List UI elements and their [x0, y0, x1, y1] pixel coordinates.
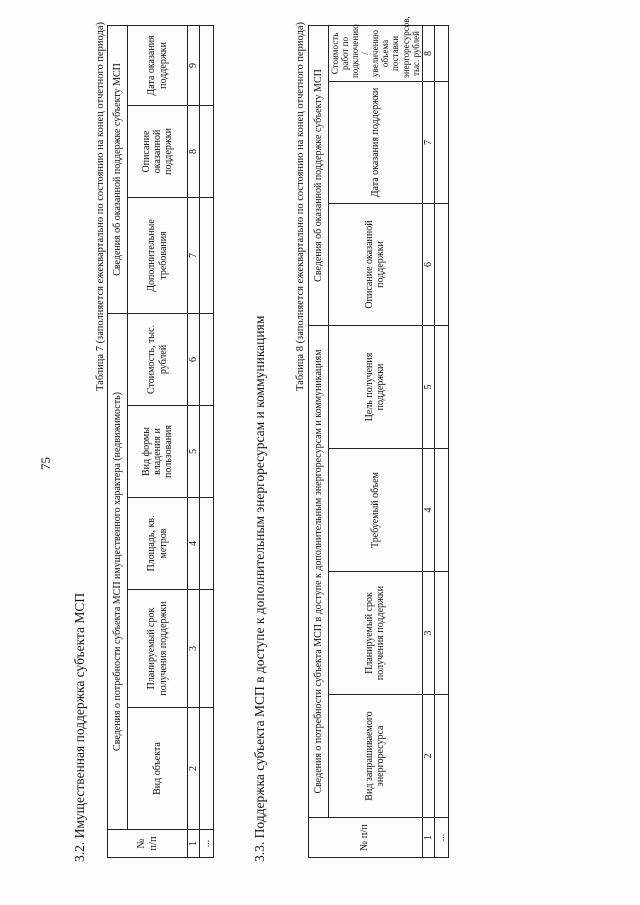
table7-col-num: № п/п	[108, 830, 188, 858]
table8-num-cell: 4	[422, 449, 434, 572]
table7-num-cell: 2	[188, 708, 200, 830]
table7-num-cell: 9	[188, 25, 200, 105]
table7-num-cell: 6	[188, 313, 200, 405]
table7-number-row	[188, 25, 200, 857]
table8-caption: Таблица 8 (заполняется ежеквартально по состоянию на конец отчетного периода)	[295, 22, 306, 391]
table7-col-term: Планируемый срок получения поддержки	[128, 590, 188, 708]
table8	[308, 16, 449, 858]
table7-col-object: Вид объекта	[128, 708, 188, 830]
table8-number-row	[422, 25, 434, 857]
table8-col-cost: Стоимость работ по подключению / увеличению объема поставки энергоресурсов, тыс. рублей	[329, 25, 423, 81]
table8-col-volume: Требуемый объем	[329, 449, 423, 572]
table8-num-cell: 6	[422, 203, 434, 325]
table7-num-cell: 1	[188, 830, 200, 858]
table7-num-cell: 7	[188, 197, 200, 313]
table8-col-num: № п/п	[309, 818, 423, 858]
table7-empty-row	[200, 25, 214, 857]
table8-col-purpose: Цель получения поддержки	[329, 325, 423, 448]
table8-num-cell: 2	[422, 695, 434, 818]
table8-num-cell: 8	[422, 25, 434, 81]
section-32-heading: 3.2. Имущественная поддержка субъекта МСП	[72, 592, 87, 862]
table7-col-form: Вид формы владения и пользования	[128, 406, 188, 498]
table7	[107, 25, 214, 858]
table8-group-needs: Сведения о потребности субъекта МСП в доступе к дополнительным энергоресурсам и коммуникациям	[309, 325, 329, 817]
table8-num-cell: 1	[422, 818, 434, 858]
table7-col-cost: Стоимость, тыс. рублей	[128, 313, 188, 405]
table7-num-cell: 8	[188, 105, 200, 197]
table7-col-req: Дополнительные требования	[128, 197, 188, 313]
table8-col-date: Дата оказания поддержки	[329, 81, 423, 203]
table8-num-cell: 3	[422, 572, 434, 695]
section-33-heading: 3.3. Поддержка субъекта МСП в доступе к дополнительным энергоресурсам и коммуникациям	[252, 315, 267, 862]
table7-caption: Таблица 7 (заполняется ежеквартально по состоянию на конец отчетного периода)	[95, 22, 106, 391]
table8-num-cell: 7	[422, 81, 434, 203]
table7-col-desc: Описание оказанной поддержки	[128, 105, 188, 197]
table8-col-resource: Вид запрашиваемого энергоресурса	[329, 695, 423, 818]
table7-wrapper	[107, 25, 214, 858]
table7-num-cell: 3	[188, 590, 200, 708]
table8-group-support: Сведения об оказанной поддержке субъекту МСП	[309, 25, 329, 325]
table8-wrapper	[308, 16, 449, 858]
table7-group-support: Сведения об оказанной поддержке субъекту МСП	[108, 25, 128, 313]
table7-num-cell: 4	[188, 498, 200, 590]
table7-col-area: Площадь, кв. метров	[128, 498, 188, 590]
table8-col-term: Планируемый срок получения поддержки	[329, 572, 423, 695]
table8-col-desc: Описание оказанной поддержки	[329, 203, 423, 325]
table8-empty-row	[434, 25, 448, 857]
table8-dots-cell: ...	[434, 818, 448, 858]
table7-group-needs: Сведения о потребности субъекта МСП имущественного характера (недвижимость)	[108, 313, 128, 829]
table7-col-date: Дата оказания поддержки	[128, 25, 188, 105]
table7-num-cell: 5	[188, 406, 200, 498]
page-number: 75	[38, 457, 53, 470]
table8-num-cell: 5	[422, 325, 434, 448]
table7-dots-cell: ...	[200, 830, 214, 858]
